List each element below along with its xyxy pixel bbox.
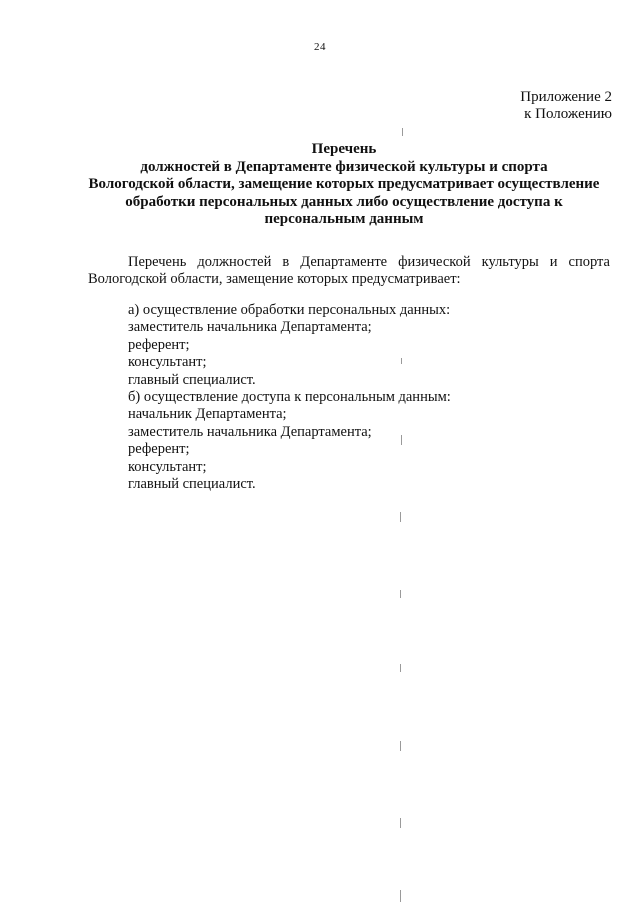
scan-artifact	[400, 664, 401, 672]
list-item: главный специалист.	[128, 371, 256, 388]
page-number: 24	[314, 41, 326, 53]
scan-artifact	[400, 818, 401, 828]
list-item: заместитель начальника Департамента;	[128, 423, 372, 440]
list-item: референт;	[128, 336, 190, 353]
list-item: начальник Департамента;	[128, 406, 287, 423]
title-line-4: обработки персональных данных либо осуществление доступа к	[125, 193, 563, 210]
scan-artifact	[401, 435, 402, 445]
list-item: главный специалист.	[128, 476, 256, 493]
annex-line-2: к Положению	[524, 106, 612, 122]
positions-list	[128, 302, 451, 493]
intro-paragraph: Перечень должностей в Департаменте физической культуры и спорта Вологодской области, замещение которых предусматривает:	[88, 254, 610, 287]
annex-reference	[520, 89, 612, 123]
scan-artifact	[402, 128, 403, 136]
list-item: референт;	[128, 441, 190, 458]
scan-artifact	[400, 590, 401, 598]
scan-artifact	[400, 890, 401, 902]
title-line-1: Перечень	[311, 141, 377, 157]
title-line-5: персональным данным	[264, 211, 424, 227]
list-item: консультант;	[128, 458, 207, 475]
list-item: консультант;	[128, 354, 207, 371]
list-item: заместитель начальника Департамента;	[128, 319, 372, 336]
scan-artifact	[400, 741, 401, 751]
title-line-2: должностей в Департаменте физической культуры и спорта	[140, 158, 548, 175]
title-line-3: Вологодской области, замещение которых предусматривает осуществление	[88, 176, 600, 192]
annex-line-1: Приложение 2	[520, 89, 612, 105]
section-b-heading: б) осуществление доступа к персональным данным:	[128, 389, 451, 406]
document-title	[70, 141, 618, 229]
section-a-heading: а) осуществление обработки персональных данных:	[128, 302, 451, 318]
scan-artifact	[400, 512, 401, 522]
scan-artifact	[401, 358, 402, 364]
